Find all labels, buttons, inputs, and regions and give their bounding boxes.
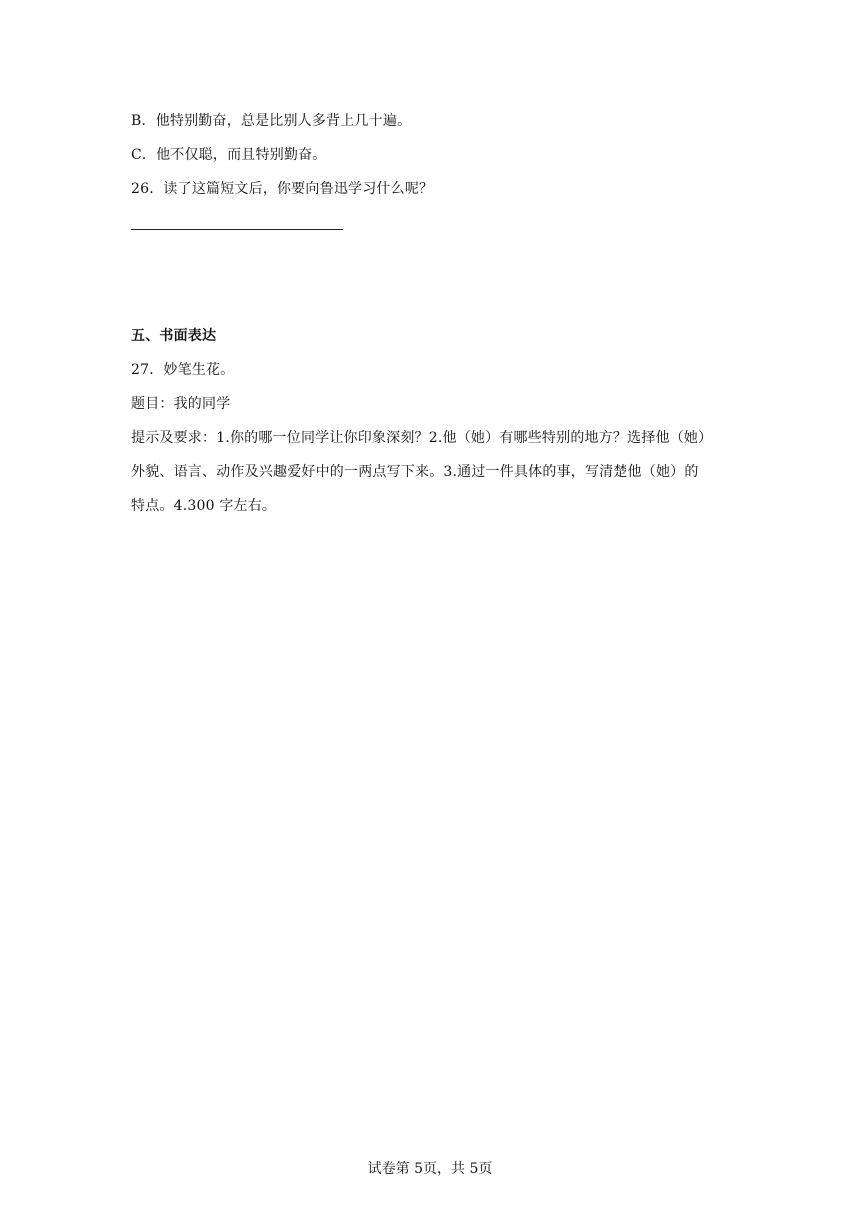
option-c: C．他不仅聪，而且特别勤奋。	[131, 147, 327, 163]
answer-blank-line[interactable]	[131, 229, 343, 230]
option-b: B．他特别勤奋，总是比别人多背上几十遍。	[131, 113, 412, 129]
essay-hint-line-3: 特点。4.300 字左右。	[131, 498, 277, 514]
page-footer: 试卷第 5页，共 5页	[367, 1161, 493, 1177]
question-27: 27．妙笔生花。	[131, 362, 235, 378]
section-heading: 五、书面表达	[131, 328, 217, 344]
essay-topic: 题目：我的同学	[131, 396, 231, 412]
essay-hint-line-2: 外貌、语言、动作及兴趣爱好中的一两点写下来。3.通过一件具体的事，写清楚他（她）的	[131, 464, 699, 480]
essay-hint-line-1: 提示及要求：1.你的哪一位同学让你印象深刻？2.他（她）有哪些特别的地方？选择他（她）	[131, 430, 713, 446]
question-26: 26．读了这篇短文后，你要向鲁迅学习什么呢？	[131, 181, 434, 197]
